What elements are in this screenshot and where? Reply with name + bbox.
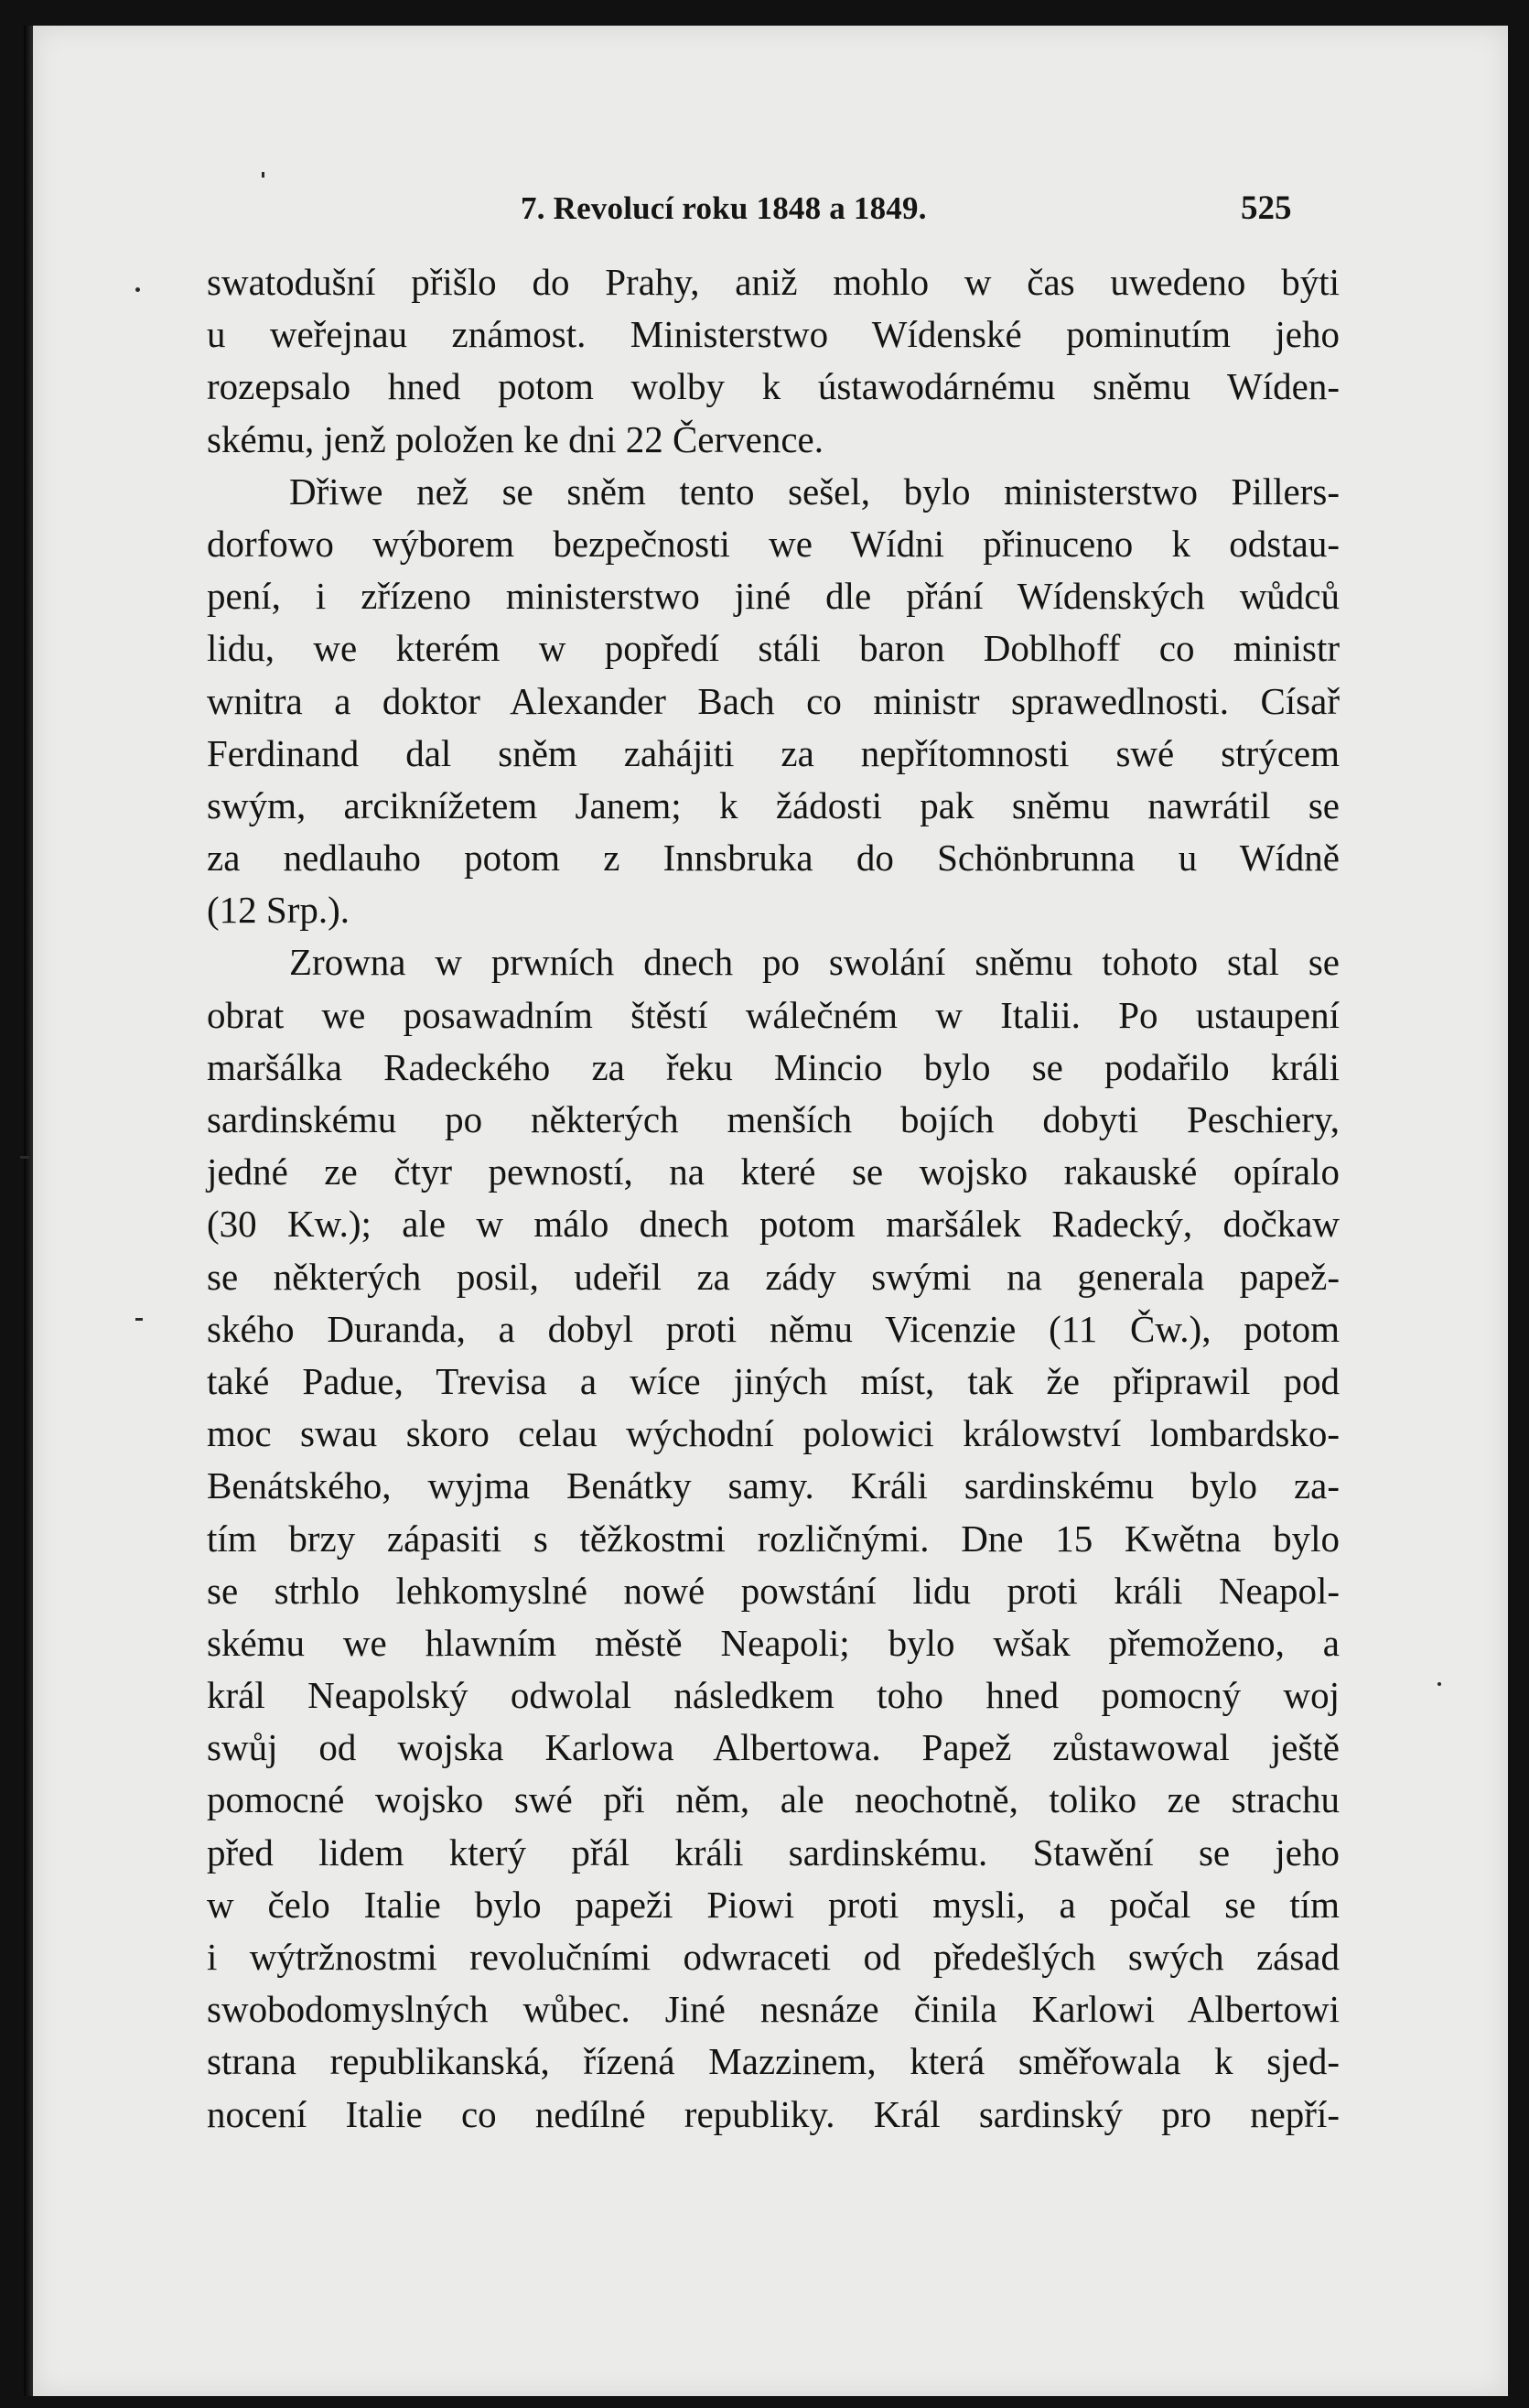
margin-speck xyxy=(262,172,264,178)
page-number: 525 xyxy=(1241,189,1292,227)
text-line: swým, arciknížetem Janem; k žádosti pak sněmu nawrátil se xyxy=(207,783,1340,826)
text-line: jedné ze čtyr pewností, na které se wojsko rakauské opíralo xyxy=(207,1150,1340,1193)
text-line: lidu, we kterém w popředí stáli baron Doblhoff co ministr xyxy=(207,627,1340,670)
margin-speck xyxy=(135,1318,143,1321)
margin-speck xyxy=(135,287,140,292)
text-line: Benátského, wyjma Benátky samy. Králi sardinskému bylo za- xyxy=(207,1464,1340,1507)
text-line: dorfowo wýborem bezpečnosti we Wídni přinuceno k odstau- xyxy=(207,522,1340,565)
text-line: pomocné wojsko swé při něm, ale neochotně, toliko ze strachu xyxy=(207,1778,1340,1821)
text-line: wnitra a doktor Alexander Bach co ministr sprawedlnosti. Císař xyxy=(207,679,1340,722)
book-page xyxy=(33,26,1508,2396)
text-line: obrat we posawadním štěstí wálečném w Italii. Po ustaupení xyxy=(207,993,1340,1036)
text-line: pení, i zřízeno ministerstwo jiné dle přání Wídenských wůdců xyxy=(207,575,1340,618)
text-line: swobodomyslných wůbec. Jiné nesnáze činila Karlowi Albertowi xyxy=(207,1988,1340,2031)
text-line: swatodušní přišlo do Prahy, aniž mohlo w čas uwedeno býti xyxy=(207,261,1340,303)
text-line: Ferdinand dal sněm zahájiti za nepřítomnosti swé strýcem xyxy=(207,731,1340,774)
text-line: Dřiwe než se sněm tento sešel, bylo ministerstwo Pillers- xyxy=(289,470,1340,513)
text-line: se strhlo lehkomyslné nowé powstání lidu proti králi Neapol- xyxy=(207,1569,1340,1612)
text-line: král Neapolský odwolal následkem toho hned pomocný woj xyxy=(207,1674,1340,1717)
text-line: i wýtržnostmi revolučními odwraceti od předešlých swých zásad xyxy=(207,1936,1340,1978)
text-line: nocení Italie co nedílné republiky. Král sardinský pro nepří- xyxy=(207,2092,1340,2135)
text-line: Zrowna w prwních dnech po swolání sněmu tohoto stal se xyxy=(289,941,1340,984)
text-line: swůj od wojska Karlowa Albertowa. Papež zůstawowal ještě xyxy=(207,1726,1340,1769)
margin-tick xyxy=(20,1156,29,1159)
text-line: skému, jenž položen ke dni 22 Července. xyxy=(207,417,824,460)
text-line: w čelo Italie bylo papeži Piowi proti mysli, a počal se tím xyxy=(207,1883,1340,1926)
text-line: (30 Kw.); ale w málo dnech potom maršálek Radecký, dočkaw xyxy=(207,1203,1340,1246)
text-line: také Padue, Trevisa a wíce jiných míst, tak že připrawil pod xyxy=(207,1359,1340,1402)
text-line: strana republikanská, řízená Mazzinem, která směřowala k sjed- xyxy=(207,2040,1340,2083)
text-line: sardinskému po některých menších bojích dobyti Peschiery, xyxy=(207,1098,1340,1140)
text-line: před lidem který přál králi sardinskému. Stawění se jeho xyxy=(207,1830,1340,1873)
text-line: skému we hlawním městě Neapoli; bylo wšak přemoženo, a xyxy=(207,1621,1340,1664)
text-line: (12 Srp.). xyxy=(207,889,350,932)
text-line: rozepsalo hned potom wolby k ústawodárnému sněmu Wíden- xyxy=(207,365,1340,408)
text-line: u weřejnau známost. Ministerstwo Wídenské pominutím jeho xyxy=(207,313,1340,356)
running-title: 7. Revolucí roku 1848 a 1849. xyxy=(521,190,927,226)
text-line: se některých posil, udeřil za zády swými na generala papež- xyxy=(207,1255,1340,1298)
running-header xyxy=(33,178,1508,232)
text-line: moc swau skoro celau wýchodní polowici králowství lombardsko- xyxy=(207,1412,1340,1455)
text-line: tím brzy zápasiti s těžkostmi rozličnými. Dne 15 Kwětna bylo xyxy=(207,1517,1340,1560)
body-text xyxy=(207,256,1340,2141)
margin-speck xyxy=(1437,1682,1441,1686)
text-line: ského Duranda, a dobyl proti němu Vicenzie (11 Čw.), potom xyxy=(207,1307,1340,1350)
text-line: maršálka Radeckého za řeku Mincio bylo se podařilo králi xyxy=(207,1045,1340,1088)
text-line: za nedlauho potom z Innsbruka do Schönbrunna u Wídně xyxy=(207,837,1340,880)
